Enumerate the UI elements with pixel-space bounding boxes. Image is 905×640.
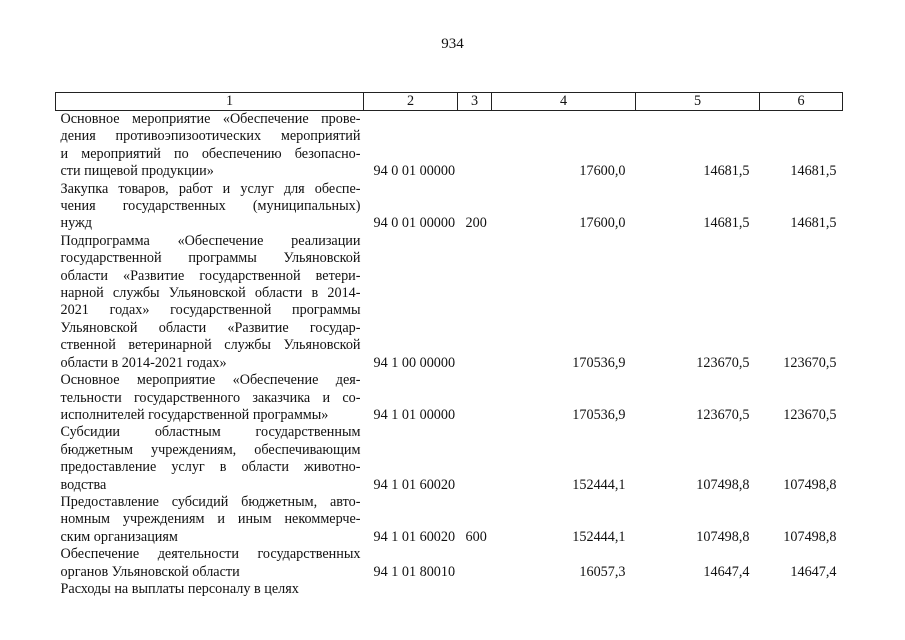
row-name-line: Расходы на выплаты персоналу в целях <box>60 580 299 597</box>
row-value-2020: 107498,8 <box>696 528 750 545</box>
table-header <box>56 93 843 111</box>
row-name <box>56 546 364 581</box>
row-name <box>56 494 364 546</box>
row-value-2021: 123670,5 <box>783 406 837 423</box>
row-name-line: предоставление услуг в области животно- <box>60 459 361 476</box>
row-expense-type <box>458 581 492 598</box>
row-value-2020: 123670,5 <box>696 406 750 423</box>
row-value-2019: 17600,0 <box>579 163 626 180</box>
row-name <box>56 581 364 598</box>
row-name-line: Ульяновской области «Развитие государ- <box>60 319 361 336</box>
row-name-line: области «Развитие государственной ветери- <box>60 267 361 284</box>
row-value-2021: 14681,5 <box>790 163 837 180</box>
row-name-line: исполнителей государственной программы» <box>60 406 329 423</box>
row-name-line: тельности государственного заказчика и со- <box>60 389 361 406</box>
row-code: 94 1 01 00000 <box>373 406 456 423</box>
budget-table <box>55 92 843 598</box>
page-number: 934 <box>441 36 464 52</box>
row-name-line: дения противоэпизоотических мероприятий <box>60 128 361 145</box>
row-name-line: Закупка товаров, работ и услуг для обеспе- <box>60 180 361 197</box>
row-name-line: Подпрограмма «Обеспечение реализации <box>60 232 361 249</box>
row-expense-type <box>458 233 492 372</box>
row-name-line: Предоставление субсидий бюджетным, авто- <box>60 493 361 510</box>
row-expense-type <box>458 111 492 181</box>
row-value-2019: 170536,9 <box>572 406 626 423</box>
row-name-line: водства <box>60 476 107 493</box>
row-name-line: нарной службы Ульяновской области в 2014- <box>60 285 361 302</box>
row-value-2021: 107498,8 <box>783 528 837 545</box>
header-col-3: 3 <box>458 93 492 111</box>
row-value-2020: 14681,5 <box>703 163 750 180</box>
table-row <box>56 494 843 546</box>
row-value-2021: 123670,5 <box>783 354 837 371</box>
row-value-2021: 107498,8 <box>783 476 837 493</box>
header-col-4: 4 <box>492 93 636 111</box>
row-code: 94 1 01 80010 <box>373 563 456 580</box>
row-value-2020 <box>636 581 760 598</box>
row-code: 94 0 01 00000 <box>373 215 456 232</box>
row-value-2021: 14681,5 <box>790 215 837 232</box>
row-value-2019: 17600,0 <box>579 215 626 232</box>
row-value-2020: 14647,4 <box>703 563 750 580</box>
table-row <box>56 424 843 494</box>
row-value-2019 <box>492 581 636 598</box>
table-body <box>56 111 843 599</box>
row-name <box>56 233 364 372</box>
row-name-line: ским организациям <box>60 528 178 545</box>
row-code: 94 1 00 00000 <box>373 354 456 371</box>
row-name-line: сти пищевой продукции» <box>60 163 214 180</box>
row-value-2020: 123670,5 <box>696 354 750 371</box>
row-name-line: номным учреждениям и иным некоммерче- <box>60 511 361 528</box>
row-name-line: 2021 годах» государственной программы <box>60 302 361 319</box>
row-name-line: органов Ульяновской области <box>60 563 240 580</box>
row-expense-type <box>458 372 492 424</box>
row-value-2021 <box>760 581 843 598</box>
row-name-line: области в 2014-2021 годах» <box>60 354 227 371</box>
row-expense-type <box>458 424 492 494</box>
row-expense-type: 600 <box>465 528 487 545</box>
row-value-2019: 152444,1 <box>572 528 626 545</box>
header-col-6: 6 <box>760 93 843 111</box>
row-name-line: чения государственных (муниципальных) <box>60 198 361 215</box>
row-code: 94 1 01 60020 <box>373 528 456 545</box>
row-name-line: государственной программы Ульяновской <box>60 250 361 267</box>
table-row <box>56 233 843 372</box>
table-row <box>56 181 843 233</box>
row-value-2021: 14647,4 <box>790 563 837 580</box>
row-value-2020: 107498,8 <box>696 476 750 493</box>
row-name <box>56 181 364 233</box>
row-name-line: Обеспечение деятельности государственных <box>60 546 361 563</box>
table-row <box>56 372 843 424</box>
row-name <box>56 111 364 181</box>
row-name-line: бюджетным учреждениям, обеспечивающим <box>60 441 361 458</box>
row-name-line: нужд <box>60 215 93 232</box>
table-row <box>56 581 843 598</box>
row-code: 94 1 01 60020 <box>373 476 456 493</box>
row-name-line: Основное мероприятие «Обеспечение прове- <box>60 111 361 127</box>
row-name <box>56 372 364 424</box>
row-code: 94 0 01 00000 <box>373 163 456 180</box>
header-col-5: 5 <box>636 93 760 111</box>
header-col-1: 1 <box>56 93 364 111</box>
row-value-2019: 170536,9 <box>572 354 626 371</box>
row-value-2019: 152444,1 <box>572 476 626 493</box>
row-value-2019: 16057,3 <box>579 563 626 580</box>
header-col-2: 2 <box>364 93 458 111</box>
row-expense-type <box>458 546 492 581</box>
row-name-line: Субсидии областным государственным <box>60 424 361 441</box>
row-name <box>56 424 364 494</box>
row-value-2020: 14681,5 <box>703 215 750 232</box>
row-name-line: Основное мероприятие «Обеспечение дея- <box>60 372 361 389</box>
table-row <box>56 111 843 181</box>
row-code <box>364 581 458 598</box>
row-expense-type: 200 <box>465 215 487 232</box>
table-row <box>56 546 843 581</box>
row-name-line: и мероприятий по обеспечению безопасно- <box>60 145 361 162</box>
row-name-line: ственной ветеринарной службы Ульяновской <box>60 337 361 354</box>
